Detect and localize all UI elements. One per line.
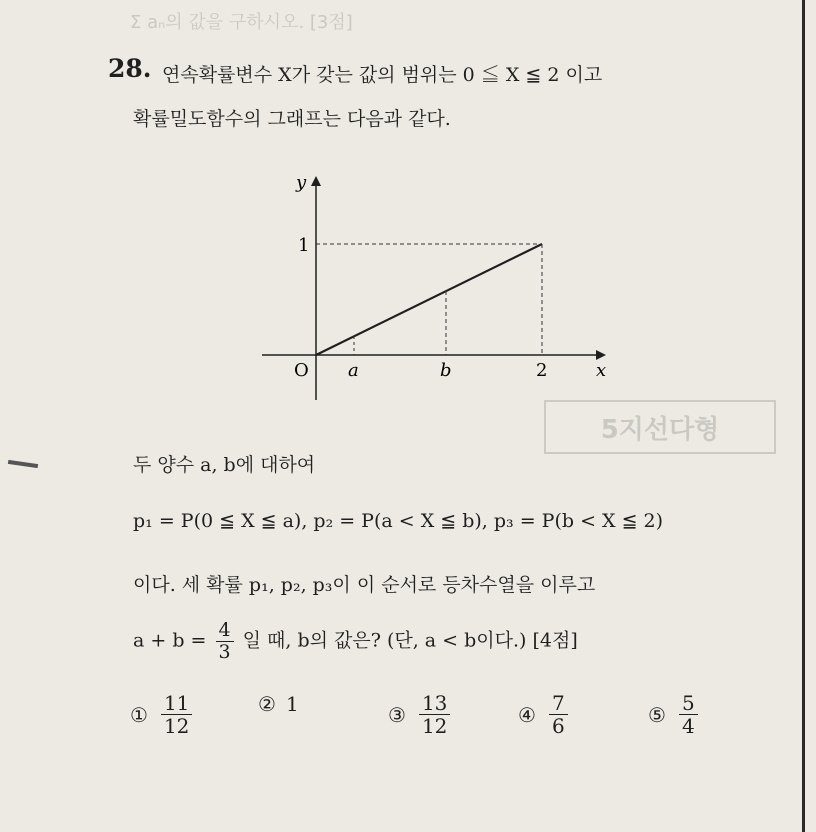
sum-fraction-numerator: 4 [216,620,234,642]
bleed-through-text: Σ aₙ의 값을 구하시오. [3점] [130,12,353,33]
choice-3-denominator: 12 [421,714,448,738]
choice-4-numerator: 7 [549,692,568,715]
question-intro-line2: 확률밀도함수의 그래프는 다음과 같다. [133,108,451,130]
choice-1-mark: ① [130,702,148,727]
y-axis-label: y [296,172,307,193]
x-axis-label: x [596,360,607,381]
question-number: 28. [108,54,152,83]
choice-3-fraction [419,692,450,737]
choice-2-mark: ② [258,692,276,716]
choice-4-denominator: 6 [551,714,565,738]
sum-fraction-denominator: 3 [218,640,231,663]
sum-prefix: a + b = [133,629,207,652]
choice-2[interactable] [258,692,299,716]
choice-1-numerator: 11 [161,692,192,715]
pdf-graph [262,168,612,408]
choice-2-value: 1 [285,692,299,716]
choice-1-fraction [161,692,192,737]
density-line [316,244,542,355]
x-tick-b: b [440,360,452,381]
probability-definitions: p₁ = P(0 ≦ X ≦ a), p₂ = P(a < X ≦ b), p₃ = P(b < X ≦ 2) [133,510,664,532]
sum-suffix: 일 때, b의 값은? (단, a < b이다.) [4점] [242,629,578,652]
sum-condition [133,620,578,663]
sequence-condition: 이다. 세 확률 p₁, p₂, p₃이 이 순서로 등차수열을 이루고 [133,574,596,596]
answer-choices [130,692,730,748]
choice-5[interactable] [648,692,701,737]
x-tick-2: 2 [536,360,548,381]
choice-4-fraction [549,692,568,737]
pen-mark [8,460,38,468]
y-axis-arrow [311,176,321,186]
x-axis-arrow [596,350,606,360]
sum-fraction [216,620,234,663]
bleed-through-section-box [544,400,776,454]
x-tick-a: a [348,360,359,381]
page-border-line [802,0,805,832]
choice-3-mark: ③ [388,702,406,727]
choice-5-denominator: 4 [681,714,695,738]
choice-5-numerator: 5 [679,692,698,715]
choice-5-mark: ⑤ [648,702,666,727]
choice-4[interactable] [518,692,571,737]
choice-3[interactable] [388,692,453,737]
question-intro-line1: 연속확률변수 X가 갖는 값의 범위는 0 ≦ X ≦ 2 이고 [162,64,603,86]
choice-4-mark: ④ [518,702,536,727]
choice-5-fraction [679,692,698,737]
origin-label: O [294,360,309,381]
y-tick-1: 1 [298,235,310,256]
condition-line: 두 양수 a, b에 대하여 [133,454,316,476]
bleed-through-box-label: 5지선다형 [600,414,720,445]
choice-1-denominator: 12 [163,714,190,738]
choice-1[interactable] [130,692,195,737]
choice-3-numerator: 13 [419,692,450,715]
